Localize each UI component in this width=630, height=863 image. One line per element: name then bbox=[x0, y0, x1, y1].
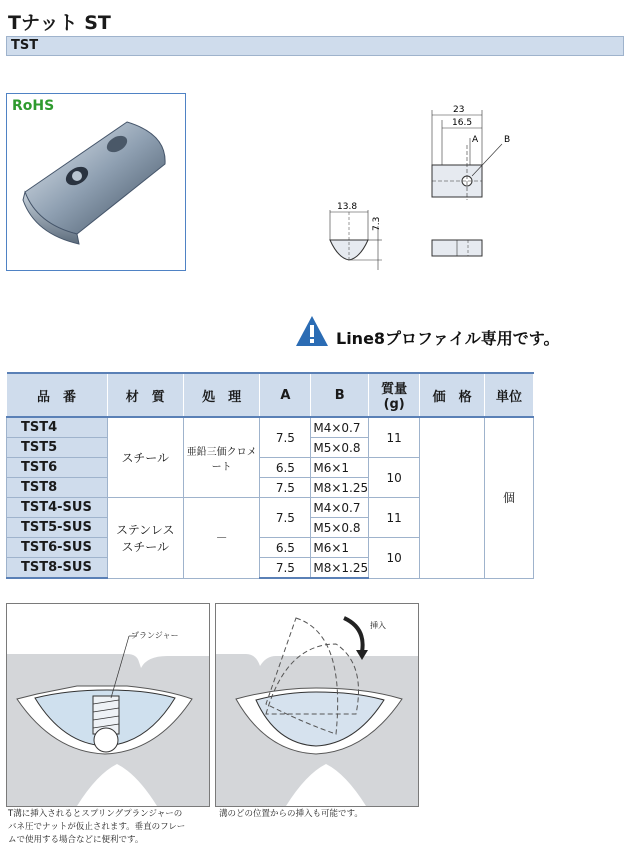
part-number: TST4 bbox=[7, 417, 108, 438]
plunger-illustration bbox=[6, 603, 210, 807]
table-row bbox=[7, 417, 534, 438]
col-part-number: 品 番 bbox=[7, 373, 108, 417]
insert-label: 挿入 bbox=[370, 621, 386, 630]
a-value: 6.5 bbox=[260, 538, 311, 558]
col-b: B bbox=[311, 373, 369, 417]
mass-value: 10 bbox=[369, 538, 420, 579]
part-number: TST5-SUS bbox=[7, 518, 108, 538]
label-b: B bbox=[504, 135, 511, 145]
insertion-illustration bbox=[215, 603, 419, 807]
plunger-label: プランジャー bbox=[131, 631, 179, 640]
b-value: M5×0.8 bbox=[311, 438, 369, 458]
b-value: M6×1 bbox=[311, 538, 369, 558]
unit-cell: 個 bbox=[485, 417, 534, 578]
dim-13-8: 13.8 bbox=[337, 202, 358, 212]
a-value: 7.5 bbox=[260, 478, 311, 498]
col-mass: 質量 (g) bbox=[369, 373, 420, 417]
product-photo bbox=[6, 93, 186, 271]
caption-left: T溝に挿入されるとスプリングプランジャーの バネ圧でナットが仮止されます。垂直のフレー ムで使用する場合などに便利です。 bbox=[8, 809, 186, 845]
treatment-cell: 亜鉛三価クロメート bbox=[183, 417, 259, 498]
price-cell bbox=[420, 417, 485, 578]
material-cell: ステンレス スチール bbox=[107, 498, 183, 579]
part-number: TST6-SUS bbox=[7, 538, 108, 558]
rohs-mark: RoHS bbox=[12, 98, 55, 114]
b-value: M8×1.25 bbox=[311, 558, 369, 579]
col-a: A bbox=[260, 373, 311, 417]
caption-right: 溝のどの位置からの挿入も可能です。 bbox=[219, 809, 363, 819]
col-price: 価 格 bbox=[420, 373, 485, 417]
t-nut-photo bbox=[7, 94, 185, 270]
table-header-row bbox=[7, 373, 534, 417]
b-value: M8×1.25 bbox=[311, 478, 369, 498]
page-title: Tナット ST bbox=[8, 12, 111, 34]
part-number: TST8-SUS bbox=[7, 558, 108, 579]
b-value: M5×0.8 bbox=[311, 518, 369, 538]
material-cell: スチール bbox=[107, 417, 183, 498]
part-number: TST4-SUS bbox=[7, 498, 108, 518]
product-code-bar: TST bbox=[6, 36, 624, 56]
a-value: 7.5 bbox=[260, 417, 311, 458]
line8-notice: Line8プロファイル専用です。 bbox=[336, 329, 560, 348]
col-material: 材 質 bbox=[107, 373, 183, 417]
treatment-cell: － bbox=[183, 498, 259, 579]
a-value: 7.5 bbox=[260, 498, 311, 538]
spec-table bbox=[6, 372, 534, 579]
mass-value: 10 bbox=[369, 458, 420, 498]
col-treatment: 処 理 bbox=[183, 373, 259, 417]
dim-16-5: 16.5 bbox=[452, 118, 473, 128]
warning-icon bbox=[294, 314, 330, 348]
b-value: M4×0.7 bbox=[311, 498, 369, 518]
col-unit: 単位 bbox=[485, 373, 534, 417]
dim-23: 23 bbox=[453, 105, 465, 115]
a-value: 6.5 bbox=[260, 458, 311, 478]
technical-drawing bbox=[320, 100, 540, 280]
dim-7-3: 7.3 bbox=[372, 216, 382, 231]
part-number: TST6 bbox=[7, 458, 108, 478]
b-value: M4×0.7 bbox=[311, 417, 369, 438]
part-number: TST8 bbox=[7, 478, 108, 498]
part-number: TST5 bbox=[7, 438, 108, 458]
mass-value: 11 bbox=[369, 417, 420, 458]
b-value: M6×1 bbox=[311, 458, 369, 478]
a-value: 7.5 bbox=[260, 558, 311, 579]
mass-value: 11 bbox=[369, 498, 420, 538]
label-a: A bbox=[472, 135, 479, 145]
